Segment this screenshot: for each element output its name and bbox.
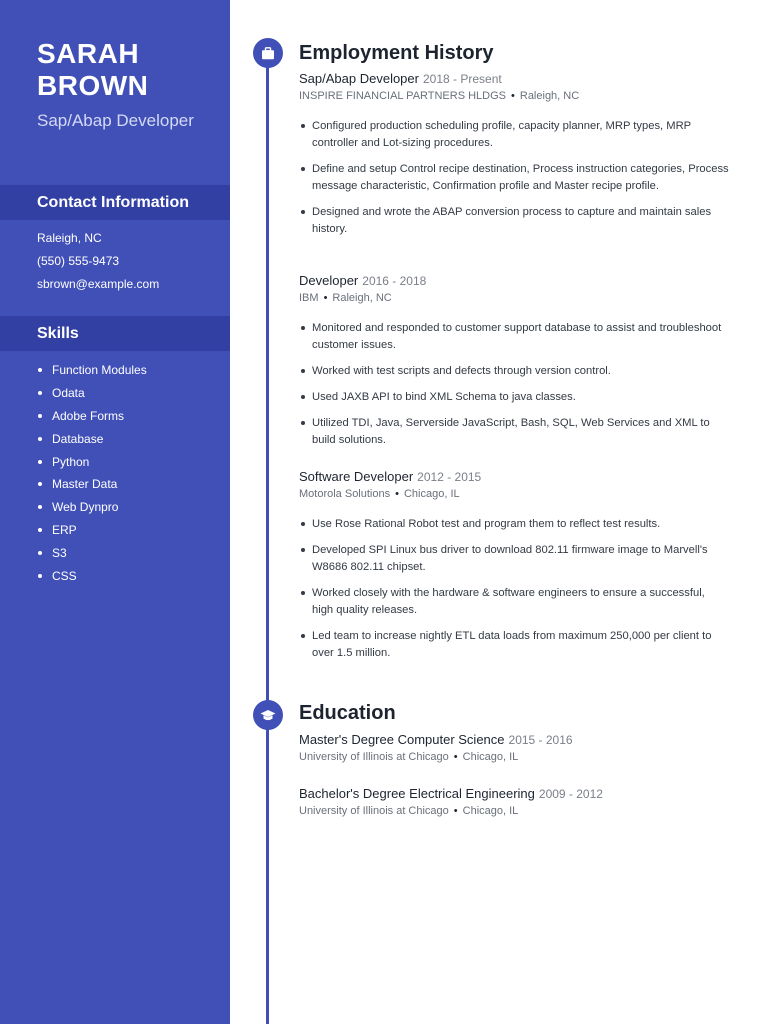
skill-item: Master Data — [37, 476, 147, 499]
skill-item: Adobe Forms — [37, 408, 147, 431]
skill-item: Database — [37, 431, 147, 454]
skill-item: Web Dynpro — [37, 499, 147, 522]
education-entry — [299, 731, 729, 765]
edu-school: University of Illinois at Chicago — [299, 805, 449, 817]
separator-dot: • — [453, 805, 458, 817]
graduation-cap-icon — [253, 700, 283, 730]
job-bullet: Monitored and responded to customer support database to assist and troubleshoot customer issues. — [299, 320, 729, 354]
separator-dot: • — [395, 488, 399, 500]
job-bullet: Developed SPI Linux bus driver to download 802.11 firmware image to Marvell's W8686 802.11 chipset. — [299, 542, 729, 576]
job-title: Sap/Abap Developer — [299, 71, 419, 86]
job-dates: 2016 - 2018 — [362, 274, 427, 288]
timeline-line — [266, 55, 269, 1024]
edu-dates: 2009 - 2012 — [538, 787, 603, 801]
separator-dot: • — [511, 90, 515, 102]
job-bullet: Used JAXB API to bind XML Schema to java classes. — [299, 389, 729, 406]
skill-item: Odata — [37, 385, 147, 408]
edu-dates: 2015 - 2016 — [508, 733, 573, 747]
briefcase-icon — [253, 38, 283, 68]
employment-heading: Employment History — [299, 42, 494, 64]
edu-degree: Bachelor's Degree Electrical Engineering — [299, 786, 535, 801]
skill-item: S3 — [37, 545, 147, 568]
contact-heading: Contact Information — [0, 185, 230, 220]
job-bullet: Configured production scheduling profile, capacity planner, MRP types, MRP controller and Lot-sizing procedures. — [299, 118, 729, 152]
job-title: Developer — [299, 273, 359, 288]
job-location: Raleigh, NC — [332, 292, 392, 304]
skills-heading: Skills — [0, 316, 230, 351]
separator-dot: • — [323, 292, 328, 304]
job-entry — [299, 468, 729, 671]
skill-item: Function Modules — [37, 362, 147, 385]
job-entry — [299, 70, 729, 247]
separator-dot: • — [453, 751, 458, 763]
contact-email[interactable]: sbrown@example.com — [37, 277, 160, 291]
education-heading: Education — [299, 702, 396, 724]
education-entry — [299, 785, 729, 819]
job-location: Raleigh, NC — [519, 90, 580, 102]
job-dates: 2012 - 2015 — [417, 470, 482, 484]
job-entry — [299, 272, 729, 458]
contact-list — [37, 230, 159, 299]
contact-phone: (550) 555-9473 — [37, 254, 120, 268]
job-bullet: Designed and wrote the ABAP conversion process to capture and maintain sales history. — [299, 204, 729, 238]
candidate-title: Sap/Abap Developer — [37, 111, 194, 130]
skills-list — [37, 362, 147, 591]
candidate-name: SARAH BROWN — [37, 38, 149, 101]
edu-school: University of Illinois at Chicago — [299, 751, 449, 763]
job-company: Motorola Solutions — [299, 488, 391, 500]
skill-item: ERP — [37, 522, 147, 545]
job-bullet: Define and setup Control recipe destination, Process instruction categories, Process message characteristic, Confirmation profile and Master recipe profile. — [299, 161, 729, 195]
job-company: IBM — [299, 292, 319, 304]
job-company: INSPIRE FINANCIAL PARTNERS HLDGS — [299, 90, 507, 102]
edu-location: Chicago, IL — [462, 751, 519, 763]
job-bullets — [299, 320, 729, 449]
edu-location: Chicago, IL — [462, 805, 519, 817]
job-bullet: Use Rose Rational Robot test and program them to reflect test results. — [299, 516, 729, 533]
skill-item: CSS — [37, 568, 147, 591]
job-bullet: Worked closely with the hardware & software engineers to ensure a successful, high quality releases. — [299, 585, 729, 619]
job-title: Software Developer — [299, 469, 414, 484]
skill-item: Python — [37, 454, 147, 477]
job-location: Chicago, IL — [403, 488, 460, 500]
job-bullet: Led team to increase nightly ETL data loads from maximum 250,000 per client to over 1.5 million. — [299, 628, 729, 662]
edu-degree: Master's Degree Computer Science — [299, 732, 505, 747]
sidebar — [0, 0, 230, 1024]
job-bullet: Worked with test scripts and defects through version control. — [299, 363, 729, 380]
contact-location: Raleigh, NC — [37, 231, 102, 245]
job-bullets — [299, 118, 729, 238]
job-bullet: Utilized TDI, Java, Serverside JavaScript, Bash, SQL, Web Services and XML to build solutions. — [299, 415, 729, 449]
job-bullets — [299, 516, 729, 662]
job-dates: 2018 - Present — [422, 72, 502, 86]
